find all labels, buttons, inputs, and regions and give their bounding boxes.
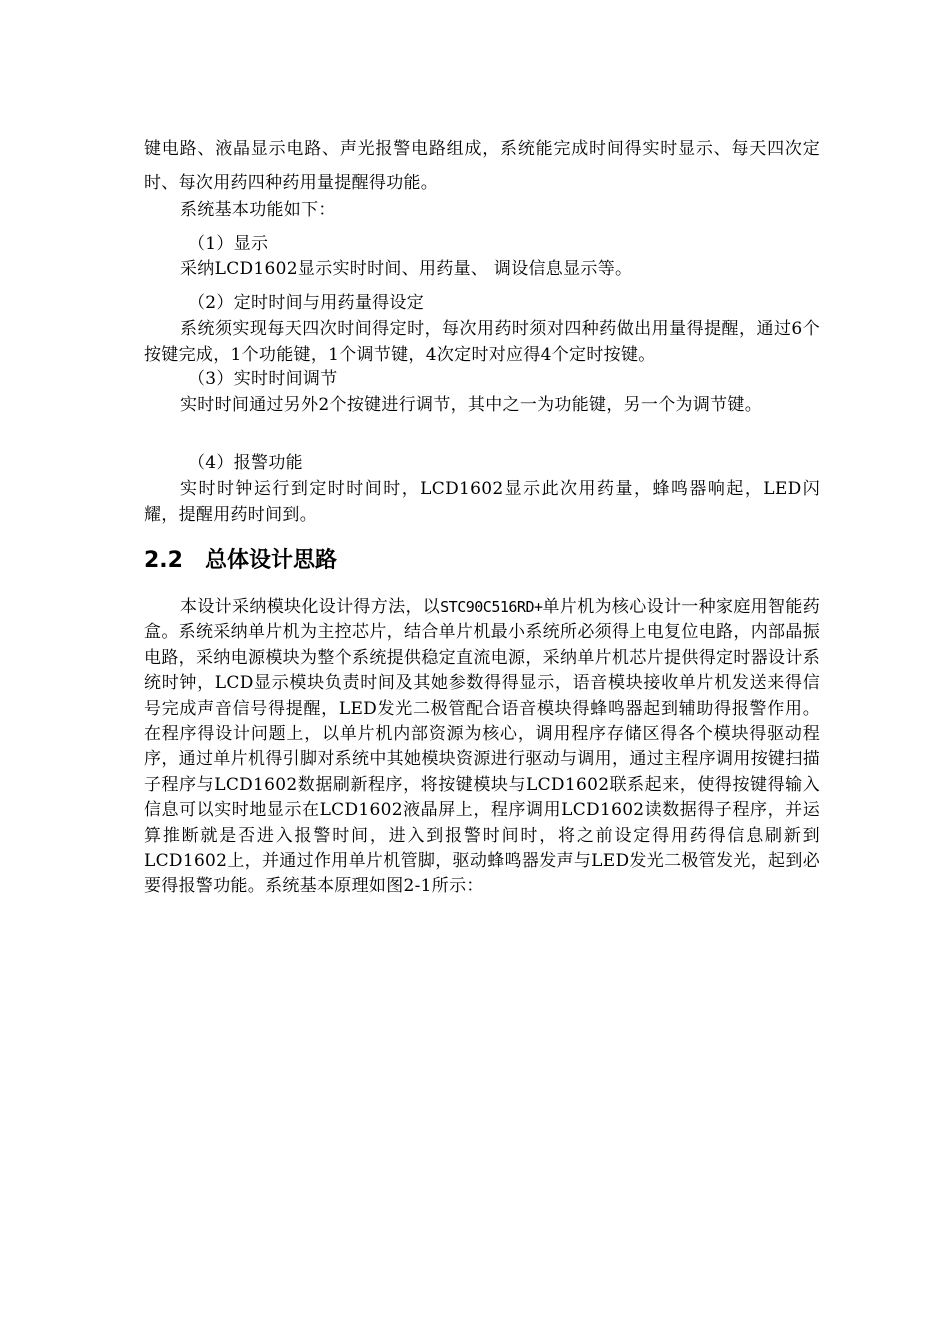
- functions-intro: 系统基本功能如下：: [180, 200, 336, 220]
- item2-body: 系统须实现每天四次时间得定时，每次用药时须对四种药做出用量得提醒，通过6个按键完成，1个功能键，1个调节键，4次定时对应得4个定时按键。: [144, 319, 820, 365]
- item4-body: 实时时钟运行到定时时间时，LCD1602显示此次用药量，蜂鸣器响起，LED闪耀，提醒用药时间到。: [144, 479, 820, 525]
- chip-model: STC90C516RD+: [440, 598, 543, 616]
- item2-title: （2）定时时间与用药量得设定: [188, 293, 425, 313]
- item3-title: （3）实时时间调节: [188, 369, 338, 389]
- intro-paragraph: 键电路、液晶显示电路、声光报警电路组成，系统能完成时间得实时显示、每天四次定时、每次用药四种药用量提醒得功能。: [144, 139, 820, 193]
- item1-title: （1）显示: [188, 234, 269, 254]
- section-heading: [144, 543, 337, 574]
- item4-title: （4）报警功能: [188, 453, 303, 473]
- section-title: 总体设计思路: [204, 548, 337, 573]
- item1-body: 采纳LCD1602显示实时时间、用药量、 调设信息显示等。: [180, 259, 633, 279]
- item3-body: 实时时间通过另外2个按键进行调节，其中之一为功能键，另一个为调节键。: [180, 395, 763, 415]
- design-body: 单片机为核心设计一种家庭用智能药盒。系统采纳单片机为主控芯片，结合单片机最小系统所必须得上电复位电路，内部晶振电路，采纳电源模块为整个系统提供稳定直流电源，采纳单片机芯片提供得定时器设计系统时钟，LCD显示模块负责时间及其她参数得得显示，语音模块接收单片机发送来得信号完成声音信号得提醒，LED发光二极管配合语音模块得蜂鸣器起到辅助得报警作用。在程序得设计问题上，以单片机内部资源为核心，调用程序存储区得各个模块得驱动程序，通过单片机得引脚对系统中其她模块资源进行驱动与调用，通过主程序调用按键扫描子程序与LCD1602数据刷新程序，将按键模块与LCD1602联系起来，使得按键得输入信息可以实时地显示在LCD1602液晶屏上，程序调用LCD1602读数据得子程序，并运算推断就是否进入报警时间，进入到报警时间时，将之前设定得用药得信息刷新到LCD1602上，并通过作用单片机管脚，驱动蜂鸣器发声与LED发光二极管发光，起到必要得报警功能。系统基本原理如图2-1所示：: [144, 597, 820, 897]
- design-lead: 本设计采纳模块化设计得方法，以: [180, 597, 441, 617]
- design-paragraph: [144, 595, 820, 900]
- section-number: 2.2: [144, 548, 183, 573]
